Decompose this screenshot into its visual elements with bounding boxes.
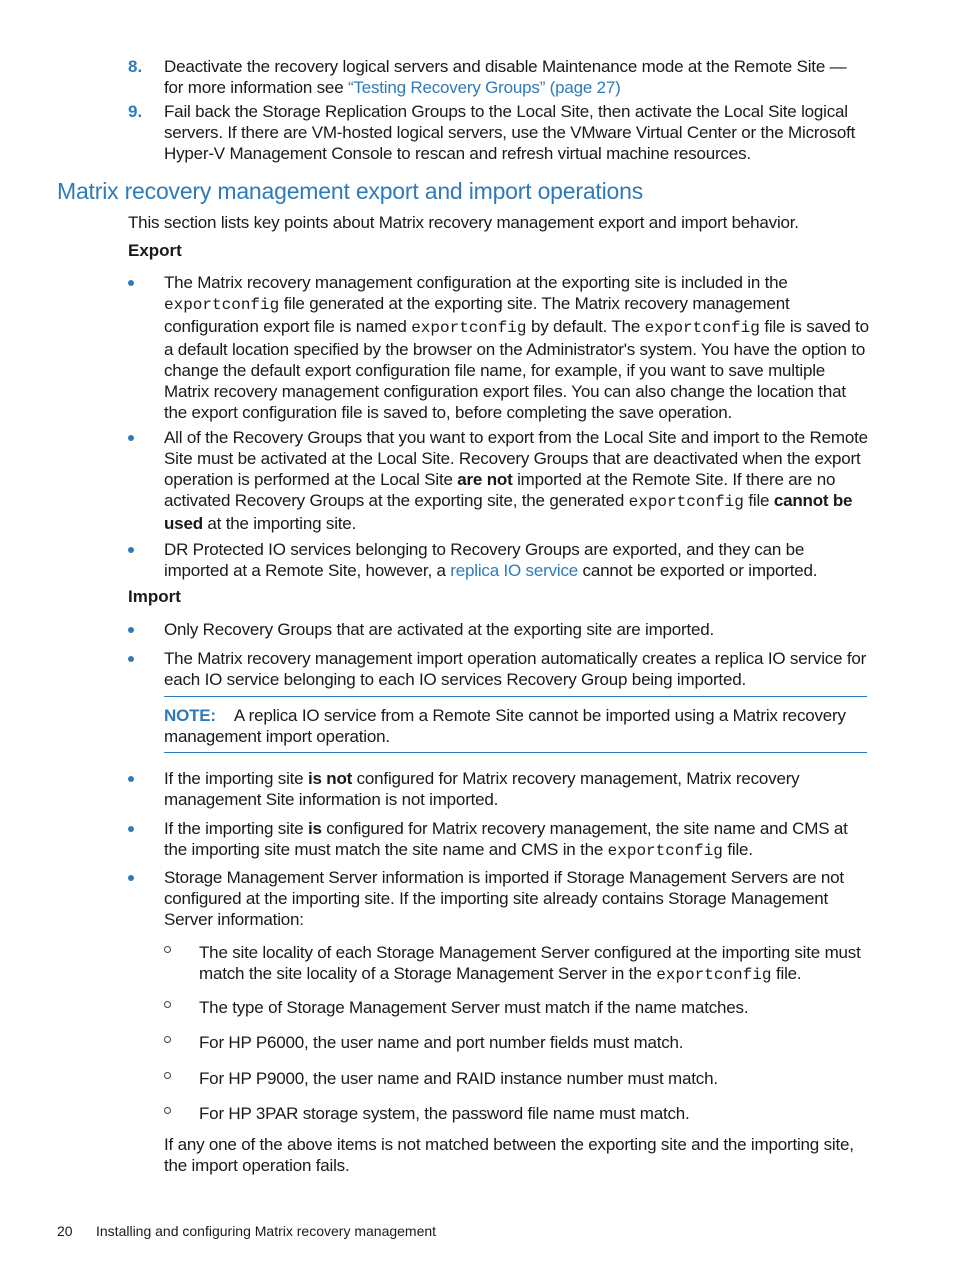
- circle-bullet-icon: [164, 1107, 171, 1114]
- import-label: Import: [128, 587, 181, 606]
- import-bullet-2: The Matrix recovery management import operation automatically creates a replica IO service for each IO service belonging to each IO services Recovery Group being imported.: [164, 649, 867, 689]
- section-intro: This section lists key points about Matrix recovery management export and import behavior.: [128, 213, 799, 232]
- step-8-number: 8.: [128, 57, 143, 76]
- circle-bullet-icon: [164, 1036, 171, 1043]
- sub-bullet-3: For HP P6000, the user name and port number fields must match.: [199, 1033, 684, 1052]
- code-exportconfig: exportconfig: [628, 493, 744, 511]
- step-8-line1: Deactivate the recovery logical servers and disable Maintenance mode at the Remote Site —: [164, 57, 847, 76]
- note-text: A replica IO service from a Remote Site cannot be imported using a Matrix recovery management import operation.: [164, 706, 846, 746]
- page-number: 20: [57, 1223, 73, 1239]
- code-exportconfig: exportconfig: [644, 319, 760, 337]
- footer-chapter: Installing and configuring Matrix recovery management: [96, 1223, 437, 1239]
- step-9-text: Fail back the Storage Replication Groups to the Local Site, then activate the Local Site logical servers. If there are VM-hosted logical servers, use the VMware Virtual Center or the Microsoft Hyper-V Management Console to rescan and refresh virtual machine resources.: [164, 102, 856, 163]
- bullet-icon: [128, 875, 134, 881]
- bullet-icon: [128, 656, 134, 662]
- note-bottom-rule: [164, 752, 867, 753]
- step-8-text: [164, 56, 870, 98]
- testing-recovery-groups-link[interactable]: “Testing Recovery Groups” (page 27): [347, 78, 621, 97]
- export-bullet-3: DR Protected IO services belonging to Recovery Groups are exported, and they can be imported at a Remote Site, however, a replica IO service cannot be exported or imported.: [164, 540, 818, 580]
- replica-io-service-link[interactable]: replica IO service: [450, 561, 578, 580]
- sub-bullet-2: The type of Storage Management Server must match if the name matches.: [199, 998, 749, 1017]
- step-9-number: 9.: [128, 102, 143, 121]
- export-label: Export: [128, 241, 182, 260]
- bullet-icon: [128, 547, 134, 553]
- bullet-icon: [128, 627, 134, 633]
- circle-bullet-icon: [164, 1072, 171, 1079]
- circle-bullet-icon: [164, 946, 171, 953]
- sub-bullet-4: For HP P9000, the user name and RAID instance number must match.: [199, 1069, 718, 1088]
- note-box: [164, 705, 867, 747]
- code-exportconfig: exportconfig: [607, 842, 723, 860]
- import-bullet-5: Storage Management Server information is imported if Storage Management Servers are not configured at the importing site. If the importing site already contains Storage Management Server information:: [164, 868, 844, 929]
- closing-paragraph: If any one of the above items is not matched between the exporting site and the importing site, the import operation fails.: [164, 1135, 854, 1175]
- sub-bullet-5: For HP 3PAR storage system, the password file name must match.: [199, 1104, 690, 1123]
- circle-bullet-icon: [164, 1001, 171, 1008]
- bullet-icon: [128, 435, 134, 441]
- code-exportconfig: exportconfig: [411, 319, 527, 337]
- note-top-rule: [164, 696, 867, 697]
- section-heading: Matrix recovery management export and import operations: [57, 178, 644, 204]
- bullet-icon: [128, 280, 134, 286]
- import-bullet-4: If the importing site is configured for Matrix recovery management, the site name and CMS at the importing site must match the site name and CMS in the exportconfig file.: [164, 819, 848, 860]
- step-8-line2: for more information see: [164, 78, 348, 97]
- code-exportconfig: exportconfig: [656, 966, 772, 984]
- bullet-icon: [128, 826, 134, 832]
- code-exportconfig: exportconfig: [164, 296, 280, 314]
- note-label: NOTE:: [164, 706, 216, 725]
- bullet-icon: [128, 776, 134, 782]
- sub-bullet-1: The site locality of each Storage Management Server configured at the importing site must match the site locality of a Storage Management Server in the exportconfig file.: [199, 943, 861, 984]
- import-bullet-1: Only Recovery Groups that are activated at the exporting site are imported.: [164, 620, 715, 639]
- export-bullet-2: All of the Recovery Groups that you want to export from the Local Site and import to the Remote Site must be activated at the Local Site. Recovery Groups that are deactivated when the export operation is performed at the Local Site are not imported at the Remote Site. If there are no activated Recovery Groups at the exporting site, the generated exportconfig file cannot be used at the importing site.: [164, 428, 868, 533]
- export-bullet-1: The Matrix recovery management configuration at the exporting site is included in the exportconfig file generated at the exporting site. The Matrix recovery management configuration export file is named exportconfig by default. The exportconfig file is saved to a default location specified by the browser on the Administrator's system. You have the option to change the default export configuration file name, for example, if you want to save multiple Matrix recovery management configuration export files. You can also change the location that the export configuration file is saved to, before completing the save operation.: [164, 273, 869, 422]
- import-bullet-3: If the importing site is not configured for Matrix recovery management, Matrix recovery management Site information is not imported.: [164, 769, 800, 809]
